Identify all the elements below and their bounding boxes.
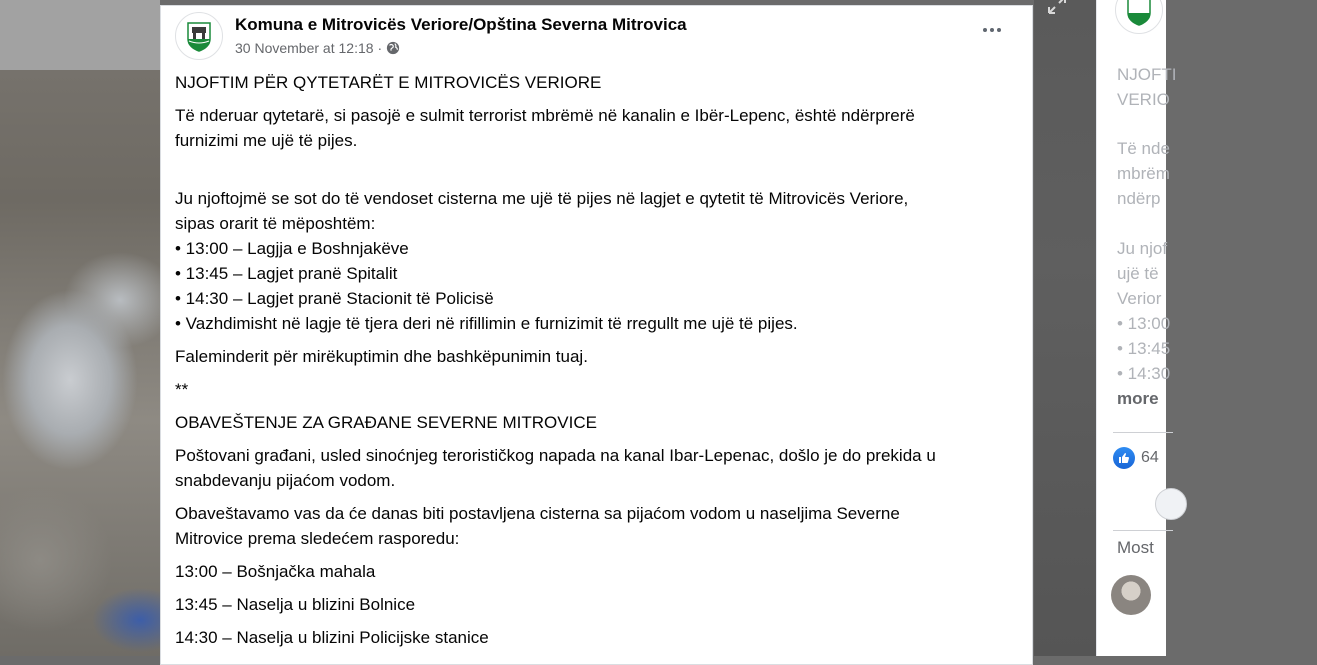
albanian-paragraph-2 <box>175 161 1020 236</box>
serbian-schedule-item: 13:00 – Bošnjačka mahala <box>175 562 376 581</box>
serbian-schedule-item: 14:30 – Naselja u blizini Policijske stanice <box>175 628 489 647</box>
divider <box>1113 530 1173 531</box>
post-meta <box>235 40 400 56</box>
side-text-line: ujë të <box>1117 264 1159 283</box>
post-timestamp[interactable]: 30 November at 12:18 <box>235 40 374 56</box>
albanian-paragraph-1: Të nderuar qytetarë, si pasojë e sulmit terrorist mbrëmë në kanalin e Ibër-Lepenc, është ndërprerë furnizimi me ujë të pijes. <box>175 106 915 150</box>
expand-icon[interactable] <box>1046 0 1070 18</box>
comment-sort-label[interactable]: Most <box>1117 538 1154 557</box>
side-text-line: Verior <box>1117 289 1162 308</box>
serbian-schedule-item: 13:45 – Naselja u blizini Bolnice <box>175 595 416 614</box>
like-reaction-icon[interactable] <box>1113 447 1135 469</box>
schedule-item: • 14:30 – Lagjet pranë Stacionit të Policisë <box>175 289 494 308</box>
side-panel <box>1096 0 1177 656</box>
side-text-line: • 13:45 <box>1117 339 1171 358</box>
side-text-line: ndërp <box>1117 189 1161 208</box>
meta-separator: · <box>377 40 383 56</box>
background-top-strip <box>0 0 160 70</box>
see-more-link[interactable]: more <box>1117 389 1159 408</box>
background-photo <box>0 0 160 656</box>
like-count[interactable]: 64 <box>1141 449 1159 466</box>
schedule-item: • 13:45 – Lagjet pranë Spitalit <box>175 264 398 283</box>
municipality-logo-icon <box>176 13 222 59</box>
photo-viewer-strip <box>1034 0 1096 656</box>
more-options-icon[interactable] <box>978 20 1006 40</box>
post-author[interactable]: Komuna e Mitrovicës Veriore/Opština Severna Mitrovica <box>235 15 687 34</box>
serbian-heading: OBAVEŠTENJE ZA GRAĐANE SEVERNE MITROVICE <box>175 413 597 432</box>
schedule-item: • Vazhdimisht në lagje të tjera deri në rifillimin e furnizimit të rregullt me ujë të pijes. <box>175 314 798 333</box>
divider <box>1113 432 1173 433</box>
albanian-schedule-intro: Ju njoftojmë se sot do të vendoset cisterna me ujë të pijes në lagjet e qytetit të Mitrovicës Veriore, sipas orarit të mëposhtëm: <box>175 189 909 233</box>
commenter-avatar[interactable] <box>1111 575 1151 615</box>
post-text <box>175 70 1020 658</box>
serbian-paragraph-2: Obaveštavamo vas da će danas biti postavljena cisterna sa pijaćom vodom u naseljima Severne Mitrovice prema sledećem rasporedu: <box>175 504 900 548</box>
side-text-line: Ju njof <box>1117 239 1168 258</box>
globe-icon[interactable] <box>386 41 400 55</box>
albanian-heading: NJOFTIM PËR QYTETARËT E MITROVICËS VERIORE <box>175 73 602 92</box>
post-card <box>160 5 1033 665</box>
side-text-line: • 13:00 <box>1117 314 1171 333</box>
municipality-logo-icon <box>1116 0 1162 33</box>
side-text-line: mbrëm <box>1117 164 1170 183</box>
serbian-paragraph-1: Poštovani građani, usled sinoćnjeg terorističkog napada na kanal Ibar-Lepenac, došlo je do prekida u snabdevanju pijaćom vodom. <box>175 446 936 490</box>
side-text-line: VERIO <box>1117 90 1170 109</box>
separator-stars: ** <box>175 380 189 399</box>
albanian-thanks: Faleminderit për mirëkuptimin dhe bashkëpunimin tuaj. <box>175 347 588 366</box>
page-avatar[interactable] <box>175 12 223 60</box>
side-text-line: Të nde <box>1117 139 1170 158</box>
side-page-avatar[interactable] <box>1115 0 1163 34</box>
side-text-line: • 14:30 <box>1117 364 1171 383</box>
schedule-item: • 13:00 – Lagjja e Boshnjakëve <box>175 239 409 258</box>
action-button-icon[interactable] <box>1155 488 1187 520</box>
side-text-line: NJOFTI <box>1117 65 1177 84</box>
